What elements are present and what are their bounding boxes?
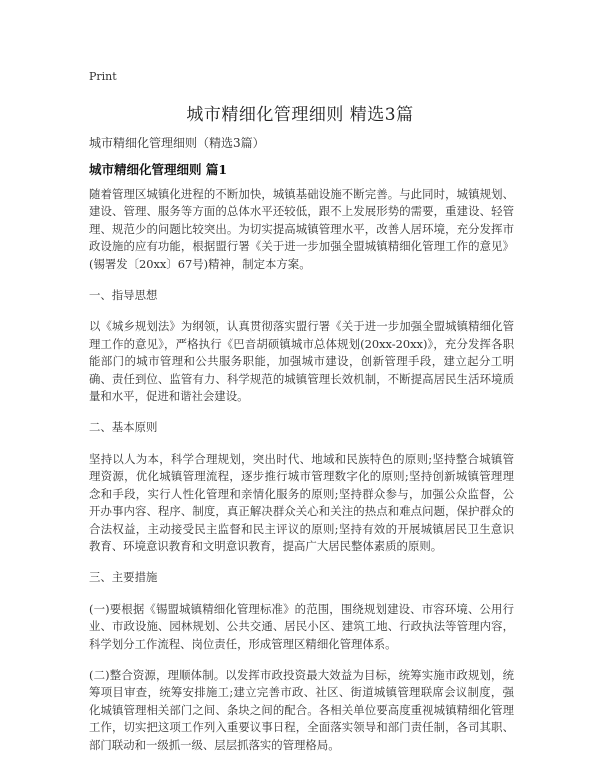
- intro-paragraph: 随着管理区城镇化进程的不断加快，城镇基础设施不断完善。与此同时，城镇规划、建设、管理、服务等方面的总体水平还较低，跟不上发展形势的需要，重建设、轻管理、规范少的问题比较突出。为切实提高城镇管理水平，改善人居环境，充分发挥市政设施的应有功能，根据盟行署《关于进一步加强全盟城镇精细化管理工作的意见》(锡署发〔20xx〕67号)精神，制定本方案。: [89, 187, 514, 271]
- heading-basic-principles: 二、基本原则: [89, 420, 158, 435]
- paragraph-measure-2: (二)整合资源，理顺体制。以发挥市政投资最大效益为目标，统筹实施市政规划，统筹项目审查，统筹安排施工;建立完善市政、社区、街道城镇管理联席会议制度，强化城镇管理相关部门之间、条块之间的配合。各相关单位要高度重视城镇精细化管理工作，切实把这项工作列入重要议事日程，全面落实领导和部门责任制，各司其职、部门联动和一级抓一级、层层抓落实的管理格局。: [89, 667, 514, 752]
- print-label[interactable]: Print: [89, 70, 117, 83]
- paragraph-measure-1: (一)要根据《锡盟城镇精细化管理标准》的范围，围绕规划建设、市容环境、公用行业、市政设施、园林规划、公共交通、居民小区、建筑工地、行政执法等管理内容，科学划分工作流程、岗位责任，形成管理区精细化管理体系。: [89, 601, 514, 651]
- document-subtitle: 城市精细化管理细则（精选3篇）: [89, 136, 265, 150]
- heading-guiding-ideology: 一、指导思想: [89, 288, 158, 303]
- paragraph-basic-principles: 坚持以人为本，科学合理规划，突出时代、地域和民族特色的原则;坚持整合城镇管理资源，优化城镇管理流程，逐步推行城市管理数字化的原则;坚持创新城镇管理理念和手段，实行人性化管理和亲情化服务的原则;坚持群众参与，加强公众监督，公开办事内容、程序、制度，真正解决群众关心和关注的热点和难点问题，保护群众的合法权益，主动接受民主监督和民主评议的原则;坚持有效的开展城镇居民卫生意识教育、环境意识教育和文明意识教育，提高广大居民整体素质的原则。: [89, 451, 514, 553]
- section-heading: 城市精细化管理细则 篇1: [89, 162, 228, 177]
- document-body: [89, 186, 514, 768]
- paragraph-guiding-ideology: 以《城乡规划法》为纲领，认真贯彻落实盟行署《关于进一步加强全盟城镇精细化管理工作的意见》，严格执行《巴音胡硕镇城市总体规划(20xx-20xx)》，充分发挥各职能部门的城市管理和公共服务职能，加强城市建设，创新管理手段，建立起分工明确、责任到位、监管有力、科学规范的城镇管理长效机制，不断提高居民生活环境质量和水平，促进和谐社会建设。: [89, 319, 514, 404]
- heading-main-measures: 三、主要措施: [89, 570, 158, 585]
- page-title: 城市精细化管理细则 精选3篇: [186, 105, 414, 125]
